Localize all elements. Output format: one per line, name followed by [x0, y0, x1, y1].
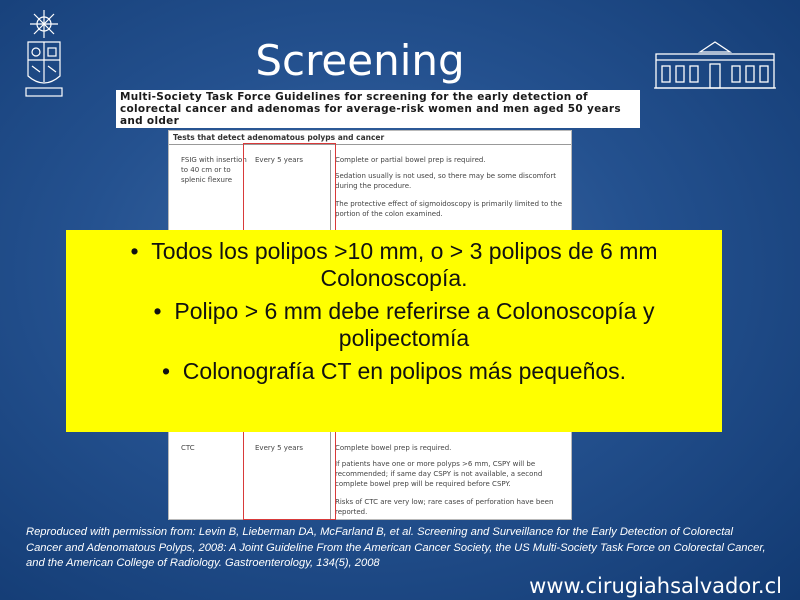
bullet-marker: • [153, 298, 162, 324]
guideline-header: Multi-Society Task Force Guidelines for screening for the early detection of colorectal cancer and adenomas for average-risk women and men aged 50 years and older [116, 90, 640, 128]
callout-bullet [66, 238, 722, 292]
row-note: Risks of CTC are very low; rare cases of perforation have been reported. [335, 498, 554, 516]
callout-bullet [66, 292, 722, 352]
callout-bullet-text: Polipo > 6 mm debe referirse a Colonoscopía y polipectomía [174, 298, 655, 351]
website-url: www.cirugiahsalvador.cl [529, 574, 782, 598]
row-note: If patients have one or more polyps >6 mm, CSPY will be recommended; if same day CSPY is not available, a second complete bowel prep will be required before CSPY. [335, 460, 543, 488]
row-note: Sedation usually is not used, so there may be some discomfort during the procedure. [335, 172, 556, 190]
bullet-marker: • [130, 238, 139, 264]
table-header: Tests that detect adenomatous polyps and cancer [169, 131, 571, 145]
citation-text: Reproduced with permission from: Levin B, Lieberman DA, McFarland B, et al. Screening and Surveillance for the Early Detection of Colorectal Cancer and Adenomatous Polyps, 2008: A Joint Guideline From the American Cancer Society, the US Multi-Society Task Force on Colorectal Cancer, and the American College of Radiology. Gastroenterology, 134(5), 2008 [26, 526, 766, 569]
row-interval-ctc: Every 5 years [255, 444, 304, 452]
callout-box [66, 230, 722, 432]
row-test-fsig: FSIG with insertion to 40 cm or to splenic flexure [181, 156, 247, 184]
row-note: The protective effect of sigmoidoscopy is primarily limited to the portion of the colon examined. [335, 200, 563, 218]
row-interval-fsig: Every 5 years [255, 156, 304, 164]
row-test-ctc: CTC [181, 444, 195, 452]
slide-title: Screening [255, 36, 465, 85]
callout-bullet-text: Colonografía CT en polipos más pequeños. [182, 358, 627, 384]
row-note: Complete or partial bowel prep is required. [335, 156, 486, 164]
callout-bullet-text: Todos los polipos >10 mm, o > 3 polipos de 6 mm Colonoscopía. [151, 238, 658, 291]
callout-bullet [66, 352, 722, 385]
bullet-marker: • [161, 358, 171, 384]
row-note: Complete bowel prep is required. [335, 444, 452, 452]
